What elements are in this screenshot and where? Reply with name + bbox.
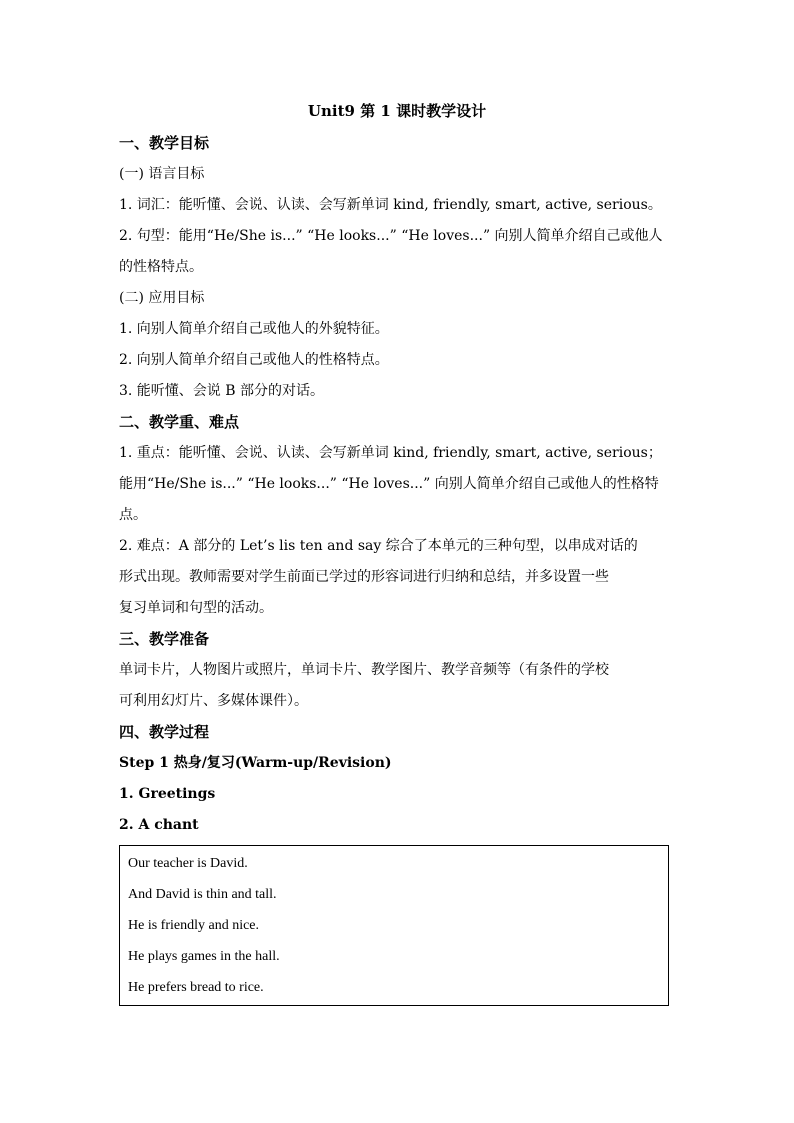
goal-line: 的性格特点。 [119,259,203,275]
key-point-line: 复习单词和句型的活动。 [119,600,273,616]
goal-line: 2. 向别人简单介绍自己或他人的性格特点。 [119,352,389,368]
key-point-line: 点。 [119,507,147,523]
step-heading: Step 1 热身/复习(Warm-up/Revision) [119,755,392,771]
section-heading-key-points: 二、教学重、难点 [119,413,240,431]
document-title: Unit9 第 1 课时教学设计 [307,102,487,120]
chant-box [119,845,669,1006]
chant-line: He prefers bread to rice. [128,980,264,995]
goal-line: 1. 词汇：能听懂、会说、认读、会写新单词 kind, friendly, smart, active, serious。 [119,197,662,213]
preparation-line: 单词卡片，人物图片或照片，单词卡片、教学图片、教学音频等（有条件的学校 [119,662,609,678]
key-point-line: 1. 重点：能听懂、会说、认读、会写新单词 kind, friendly, smart, active, serious； [119,445,662,461]
greetings-item: 1. Greetings [119,786,216,802]
chant-line: Our teacher is David. [128,856,248,871]
chant-line: He plays games in the hall. [128,949,280,964]
key-point-line: 形式出现。教师需要对学生前面已学过的形容词进行归纳和总结，并多设置一些 [119,569,609,585]
goal-line: 3. 能听懂、会说 B 部分的对话。 [119,383,324,399]
key-point-line: 能用“He/She is...” “He looks...” “He loves...” 向别人简单介绍自己或他人的性格特 [119,476,659,492]
section-heading-preparation: 三、教学准备 [119,630,210,648]
chant-line: He is friendly and nice. [128,918,260,933]
document-page [119,98,675,1006]
goal-line: 2. 句型：能用“He/She is...” “He looks...” “He loves...” 向别人简单介绍自己或他人 [119,228,663,244]
section-heading-process: 四、教学过程 [119,723,210,741]
preparation-line: 可利用幻灯片、多媒体课件）。 [119,693,308,709]
goal-line: 1. 向别人简单介绍自己或他人的外貌特征。 [119,321,389,337]
chant-line: And David is thin and tall. [128,887,277,902]
chant-label: 2. A chant [119,817,199,833]
subheading-application-goals: (二) 应用目标 [119,290,205,306]
subheading-language-goals: (一) 语言目标 [119,166,205,182]
section-heading-goals: 一、教学目标 [119,134,210,152]
key-point-line: 2. 难点：A 部分的 Let’s lis ten and say 综合了本单元的三种句型，以串成对话的 [119,538,638,554]
